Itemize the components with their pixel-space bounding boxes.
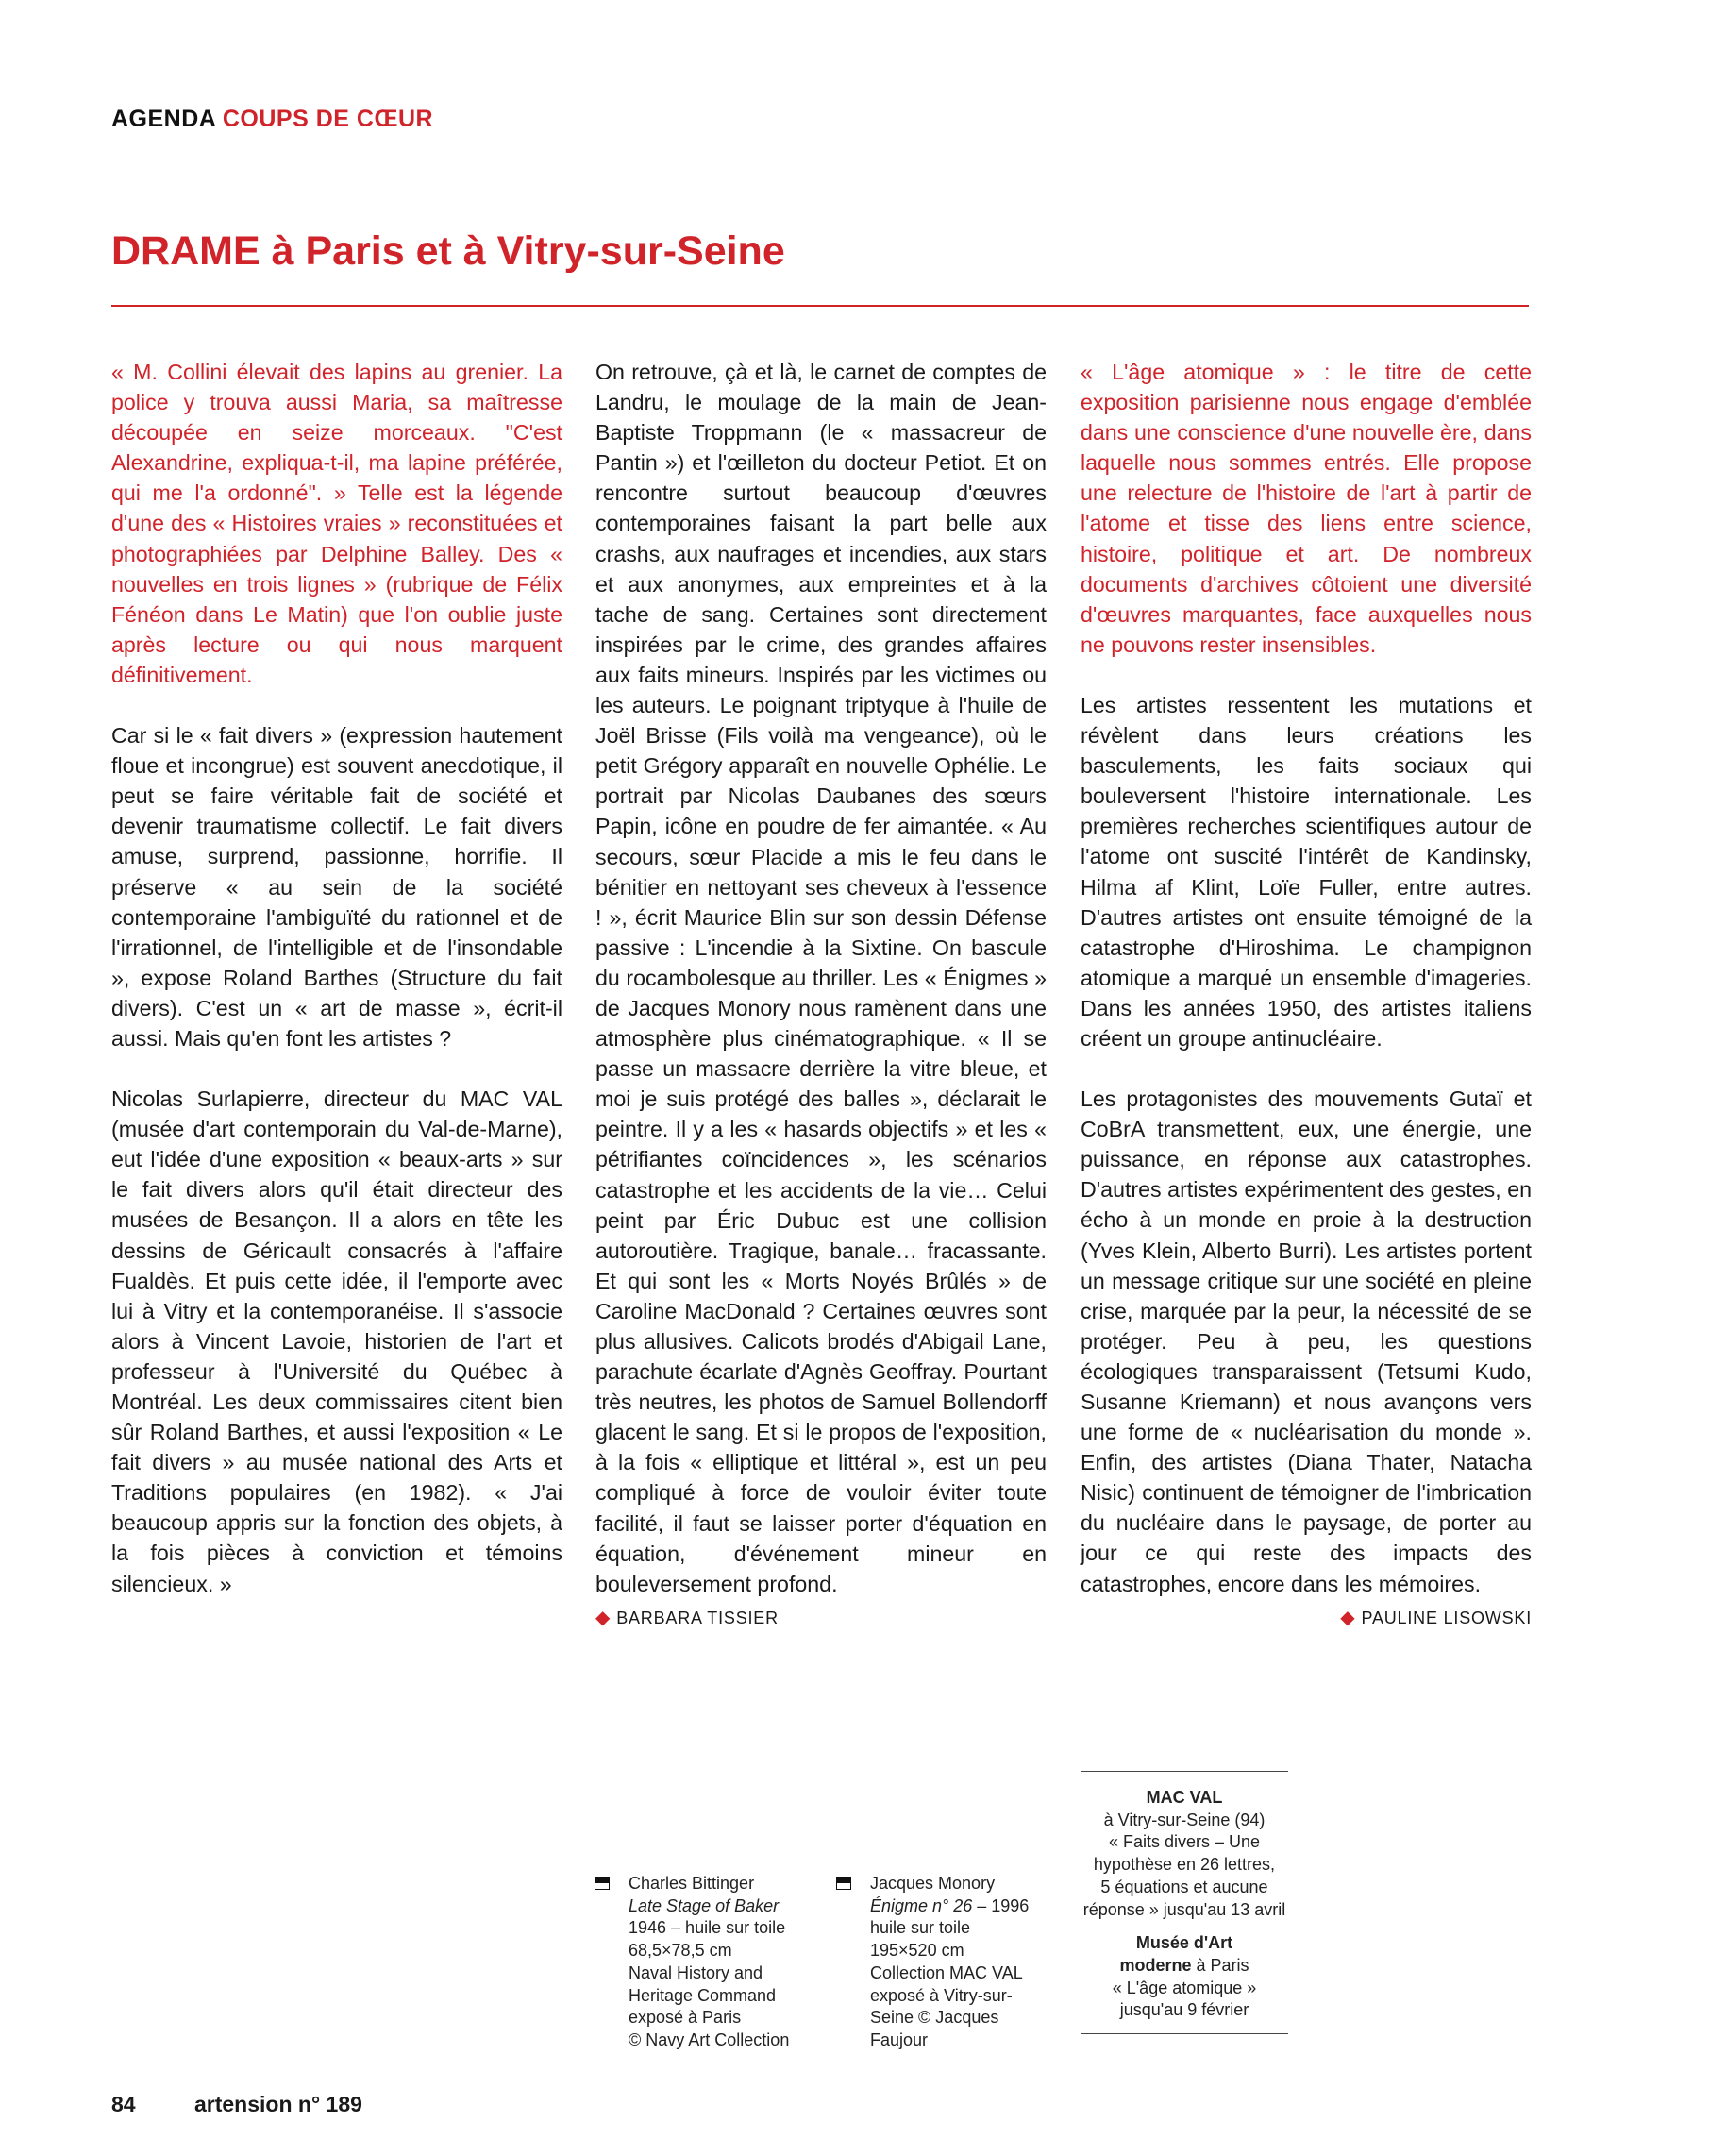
venue-line: « Faits divers – Une	[1108, 1832, 1261, 1852]
info-bottom-rule	[1081, 2033, 1288, 2034]
exhibition-info-box	[1081, 1771, 1288, 2034]
caption-line: Faujour	[870, 2030, 929, 2049]
diamond-icon: ◆	[595, 1607, 612, 1628]
caption-line: Heritage Command	[629, 1985, 777, 2005]
venue-line: 5 équations et aucune	[1100, 1877, 1268, 1896]
article-column-1	[111, 357, 562, 1629]
venue-name: MAC VAL	[1146, 1788, 1223, 1807]
venue-name-line	[1081, 1955, 1288, 1978]
article-title: DRAME à Paris et à Vitry-sur-Seine	[111, 228, 785, 274]
body-paragraph: Les artistes ressentent les mutations et révèlent dans leurs créations les basculements, les faits sociaux qui bouleversent l'histoire internationale. Les premières recherches scientifiques autour de l'atome ont suscité l'intérêt de Kandinsky, Hilma af Klint, Loïe Fuller, entre autres. D'autres artistes ont ensuite témoigné de la catastrophe d'Hiroshima. Le champignon atomique a marqué un ensemble d'imageries. Dans les années 1950, des artistes italiens créent un groupe antinucléaire.	[1081, 692, 1532, 1051]
caption-date: – 1996	[972, 1895, 1030, 1915]
caption-artist: Jacques Monory	[870, 1874, 996, 1893]
diamond-icon: ◆	[1340, 1607, 1356, 1628]
caption-line: exposé à Paris	[629, 2008, 742, 2028]
caption-title-line	[870, 1895, 1063, 1918]
author-signature	[595, 1603, 1047, 1633]
image-caption	[836, 1873, 1063, 2052]
caption-line: Naval History and	[629, 1962, 763, 1982]
caption-line: exposé à Vitry-sur-	[870, 1985, 1013, 2005]
magazine-issue: artension n° 189	[193, 2092, 362, 2116]
caption-title: Énigme n° 26	[870, 1895, 973, 1915]
page-number: 84	[111, 2092, 136, 2116]
lead-paragraph: « L'âge atomique » : le titre de cette exposition parisienne nous engage d'emblée dans une conscience d'une nouvelle ère, dans laquelle nous sommes entrés. Elle propose une relecture de l'histoire de l'art à partir de l'atome et tisse des liens entre science, histoire, politique et art. De nombreux documents d'archives côtoient une diversité d'œuvres marquantes, face auxquelles nous ne pouvons rester insensibles.	[1081, 360, 1532, 657]
author-name: BARBARA TISSIER	[616, 1608, 779, 1627]
venue-line: « L'âge atomique »	[1112, 1978, 1257, 1997]
caption-line: 195×520 cm	[870, 1941, 964, 1961]
body-paragraph: Nicolas Surlapierre, directeur du MAC VAL (musée d'art contemporain du Val-de-Marne), eut l'idée d'une exposition « beaux-arts » sur le fait divers alors qu'il était directeur des musées de Besançon. Il a alors en tête les dessins de Géricault consacrés à l'affaire Fualdès. Et puis cette idée, il l'emporte avec lui à Vitry et la contemporanéise. Il s'associe alors à Vincent Lavoie, historien de l'art et professeur à l'Université du Québec à Montréal. Les deux commissaires citent bien sûr Roland Barthes, et aussi l'exposition « Le fait divers » au musée national des Arts et Traditions populaires (en 1982). « J'ai beaucoup appris sur la fonction des objets, à la fois pièces à conviction et témoins silencieux. »	[111, 1086, 562, 1596]
author-signature	[1081, 1603, 1532, 1633]
section-label: AGENDA	[111, 106, 216, 132]
venue-line: réponse » jusqu'au 13 avril	[1082, 1899, 1286, 1919]
venue-name: Musée d'Art	[1135, 1933, 1233, 1953]
venue-line: hypothèse en 26 lettres,	[1093, 1855, 1276, 1875]
image-top-icon	[836, 1877, 851, 1890]
page-footer	[111, 2092, 362, 2117]
image-top-icon	[595, 1877, 610, 1890]
caption-line: huile sur toile	[870, 1918, 971, 1938]
caption-line: © Navy Art Collection	[629, 2030, 790, 2049]
image-caption	[595, 1873, 821, 2052]
caption-title: Late Stage of Baker	[629, 1895, 780, 1915]
article-column-3	[1081, 357, 1532, 1633]
caption-line: 68,5×78,5 cm	[629, 1941, 732, 1961]
article-column-2	[595, 357, 1047, 1633]
lead-paragraph: « M. Collini élevait des lapins au grenier. La police y trouva aussi Maria, sa maîtresse découpée en seize morceaux. "C'est Alexandrine, expliqua-t-il, ma lapine préférée, qui me l'a ordonné". » Telle est la légende d'une des « Histoires vraies » reconstituées et photographiées par Delphine Balley. Des « nouvelles en trois lignes » (rubrique de Félix Fénéon dans Le Matin) que l'on oublie juste après lecture ou qui nous marquent définitivement.	[111, 360, 562, 687]
venue-city: à Paris	[1191, 1955, 1249, 1975]
title-divider	[111, 305, 1529, 307]
subsection-label: COUPS DE CŒUR	[222, 106, 434, 132]
section-header	[111, 106, 433, 133]
caption-line: 1946 – huile sur toile	[629, 1918, 786, 1938]
venue-line: jusqu'au 9 février	[1119, 2000, 1249, 2020]
venue-line: à Vitry-sur-Seine (94)	[1103, 1810, 1266, 1829]
body-paragraph: Car si le « fait divers » (expression hautement floue et incongrue) est souvent anecdotique, il peut se faire véritable fait de société et devenir traumatisme collectif. Le fait divers amuse, surprend, passionne, horrifie. Il préserve « au sein de la société contemporaine l'ambiguïté du rationnel et de l'irrationnel, de l'intelligible et de l'insondable », expose Roland Barthes (Structure du fait divers). C'est un « art de masse », écrit-il aussi. Mais qu'en font les artistes ?	[111, 723, 562, 1051]
venue-name: moderne	[1119, 1955, 1192, 1975]
body-paragraph: On retrouve, çà et là, le carnet de comptes de Landru, le moulage de la main de Jean-Baptiste Troppmann (le « massacreur de Pantin ») et l'œilleton du docteur Petiot. Et on rencontre surtout beaucoup d'œuvres contemporaines faisant la part belle aux crashs, aux naufrages et incendies, aux stars et aux anonymes, aux empreintes et à la tache de sang. Certaines sont directement inspirées par le crime, des grandes affaires aux faits mineurs. Inspirés par les victimes ou les auteurs. Le poignant triptyque à l'huile de Joël Brisse (Fils voilà ma vengeance), où le petit Grégory apparaît en nouvelle Ophélie. Le portrait par Nicolas Daubanes des sœurs Papin, icône en poudre de fer aimantée. « Au secours, sœur Placide a mis le feu dans le bénitier en nettoyant ses cheveux à l'essence ! », écrit Maurice Blin sur son dessin Défense passive : L'incendie à la Sixtine. On bascule du rocambolesque au thriller. Les « Énigmes » de Jacques Monory nous ramènent dans une atmosphère plus cinématographique. « Il se passe un massacre derrière la vitre bleue, et moi je suis protégé des balles », déclarait le peintre. Il y a les « hasards objectifs » et les « pétrifiantes coïncidences », les scénarios catastrophe et les accidents de la vie… Celui peint par Éric Dubuc est une collision autoroutière. Tragique, banale… fracassante. Et qui sont les « Morts Noyés Brûlés » de Caroline MacDonald ? Certaines œuvres sont plus allusives. Calicots brodés d'Abigail Lane, parachute écarlate d'Agnès Geoffray. Pourtant très neutres, les photos de Samuel Bollendorff glacent le sang. Et si le propos de l'exposition, à la fois « elliptique et littéral », est un peu compliqué à force de vouloir éviter toute facilité, il faut se laisser porter d'équation en équation, d'événement mineur en bouleversement profond.	[595, 360, 1047, 1596]
body-paragraph: Les protagonistes des mouvements Gutaï et CoBrA transmettent, eux, une énergie, une puissance, en réponse aux catastrophes. D'autres artistes expérimentent des gestes, en écho à un monde en proie à la destruction (Yves Klein, Alberto Burri). Les artistes portent un message critique sur une société en pleine crise, marquée par la peur, la nécessité de se protéger. Peu à peu, les questions écologiques transparaissent (Tetsumi Kudo, Susanne Kriemann) et nous avançons vers une forme de « nucléarisation du monde ». Enfin, des artistes (Diana Thater, Natacha Nisic) continuent de témoigner de l'imbrication du nucléaire dans le paysage, de porter au jour ce qui reste des impacts des catastrophes, encore dans les mémoires.	[1081, 1086, 1532, 1596]
caption-line: Seine © Jacques	[870, 2008, 999, 2028]
caption-line: Collection MAC VAL	[870, 1962, 1023, 1982]
author-name: PAULINE LISOWSKI	[1361, 1608, 1532, 1627]
caption-artist: Charles Bittinger	[629, 1874, 755, 1893]
